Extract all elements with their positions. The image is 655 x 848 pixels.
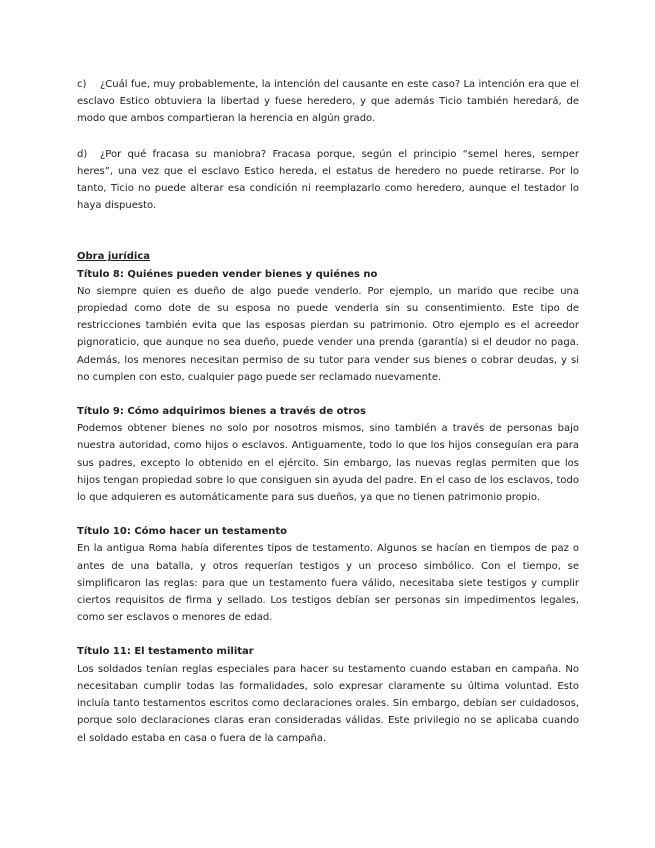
title-10-section (77, 523, 579, 626)
section-label: Obra jurídica (77, 251, 150, 263)
title-9-section (77, 403, 579, 506)
document-page (77, 76, 579, 764)
title-8-section (77, 266, 579, 386)
section-body: No siempre quien es dueño de algo puede venderlo. Por ejemplo, un marido que recibe una propiedad como dote de su esposa no puede venderla sin su consentimiento. Este tipo de restricciones también evita que las esposas pierdan su patrimonio. Otro ejemplo es el acreedor pignoraticio, que aunque no sea dueño, puede vender una prenda (garantía) si el deudor no paga. Además, los menores necesitan permiso de su tutor para vender sus bienes o cobrar deudas, y si no cumplen con esto, cualquier pago puede ser reclamado nuevamente. (77, 285, 579, 383)
question-text: ¿Cuál fue, muy probablemente, la intención del causante en este caso? La intención era que el esclavo Estico obtuviera la libertad y fuese heredero, y que además Ticio también heredará, de modo que ambos compartieran la herencia en algún grado. (77, 79, 579, 125)
section-body: En la antigua Roma había diferentes tipos de testamento. Algunos se hacían en tiempos de paz o antes de una batalla, y otros requerían testigos y un proceso simbólico. Con el tiempo, se simplificaron las reglas: para que un testamento fuera válido, necesitaba siete testigos y cumplir ciertos requisitos de firma y sellado. Los testigos debían ser personas sin impedimentos legales, como ser esclavos o menores de edad. (77, 543, 579, 624)
section-body: Los soldados tenían reglas especiales para hacer su testamento cuando estaban en campaña. No necesitaban cumplir todas las formalidades, solo expresar claramente su última voluntad. Esto incluía tanto testamentos escritos como declaraciones orales. Sin embargo, debían ser cuidadosos, porque solo declaraciones claras eran consideradas válidas. Este privilegio no se aplicaba cuando el soldado estaba en casa o fuera de la campaña. (77, 663, 579, 744)
question-letter: d) (77, 148, 88, 160)
section-heading: Título 9: Cómo adquirimos bienes a través de otros (77, 406, 366, 418)
title-11-section (77, 643, 579, 746)
section-heading: Título 8: Quiénes pueden vender bienes y quiénes no (77, 268, 378, 280)
section-body: Podemos obtener bienes no solo por nosotros mismos, sino también a través de personas bajo nuestra autoridad, como hijos o esclavos. Antiguamente, todo lo que los hijos conseguían era para sus padres, excepto lo obtenido en el ejército. Sin embargo, las nuevas reglas permiten que los hijos tengan propiedad sobre lo que consiguen sin ayuda del padre. En el caso de los esclavos, todo lo que adquieren es automáticamente para sus dueños, ya que no tienen patrimonio propio. (77, 423, 579, 504)
question-letter: c) (77, 79, 87, 90)
section-heading: Título 10: Cómo hacer un testamento (77, 526, 288, 538)
question-c (77, 76, 579, 128)
question-text: ¿Por qué fracasa su maniobra? Fracasa porque, según el principio “semel heres, semper heres”, una vez que el esclavo Estico hereda, el estatus de heredero no puede retirarse. Por lo tanto, Ticio no puede alterar esa condición ni reemplazarlo como heredero, aunque el testador lo haya dispuesto. (77, 148, 579, 212)
section-heading: Título 11: El testamento militar (77, 646, 254, 658)
question-d (77, 146, 579, 215)
